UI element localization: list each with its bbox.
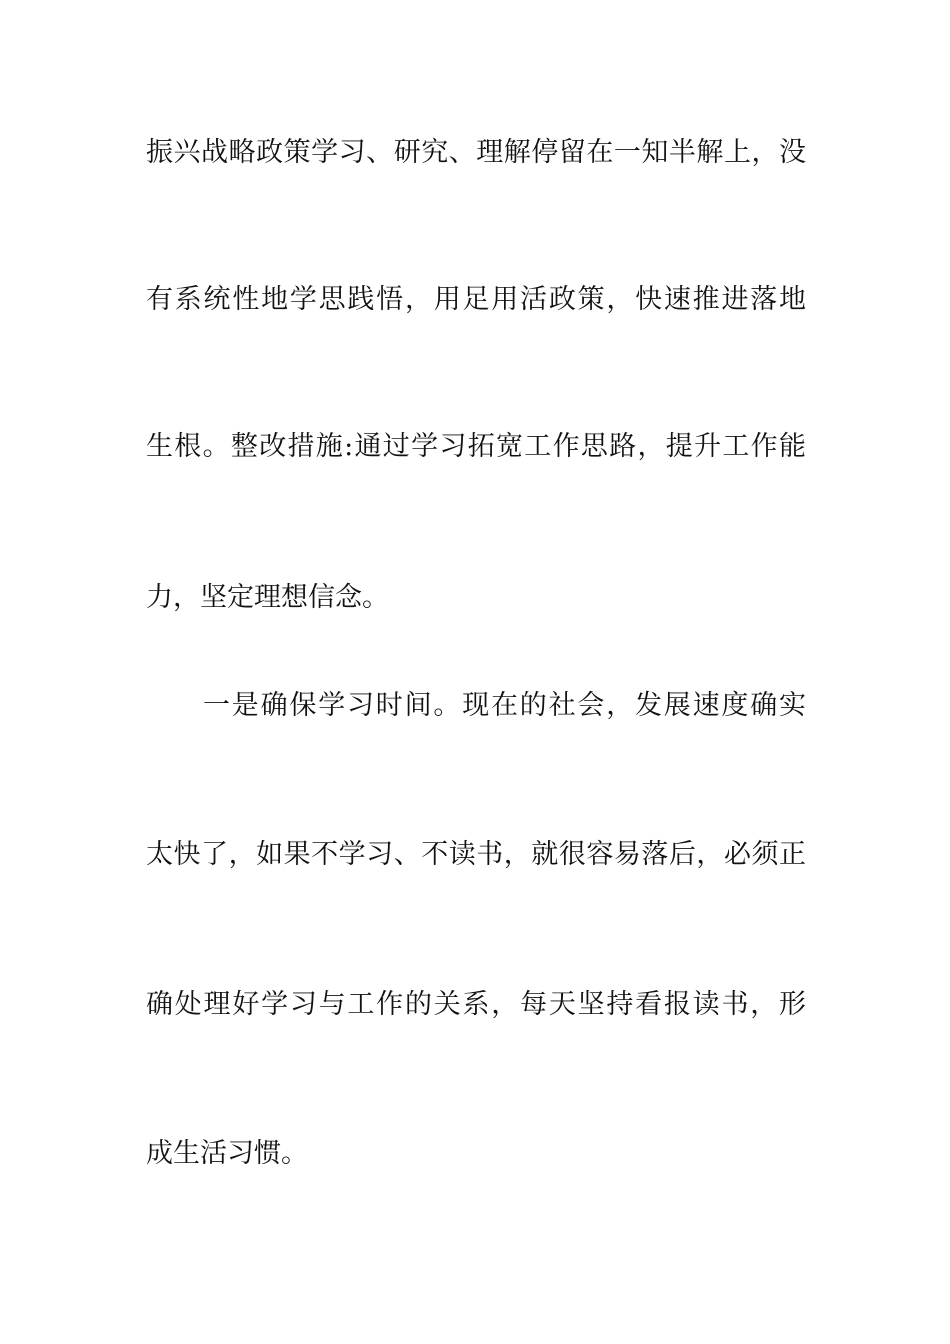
- paragraph-2-line-1: 一是确保学习时间。现在的社会，发展速度确实: [203, 690, 806, 721]
- paragraph-2-line-2: 太快了，如果不学习、不读书，就很容易落后，必须正: [146, 839, 806, 870]
- text-line-3: 生根。整改措施:通过学习拓宽工作思路，提升工作能: [146, 431, 806, 462]
- paragraph-2-line-4: 成生活习惯。: [146, 1138, 308, 1169]
- text-line-1: 振兴战略政策学习、研究、理解停留在一知半解上，没: [146, 137, 806, 168]
- text-line-4: 力，坚定理想信念。: [146, 582, 389, 613]
- text-line-2: 有系统性地学思践悟，用足用活政策，快速推进落地: [146, 284, 806, 315]
- paragraph-2-line-3: 确处理好学习与工作的关系，每天坚持看报读书，形: [146, 989, 806, 1020]
